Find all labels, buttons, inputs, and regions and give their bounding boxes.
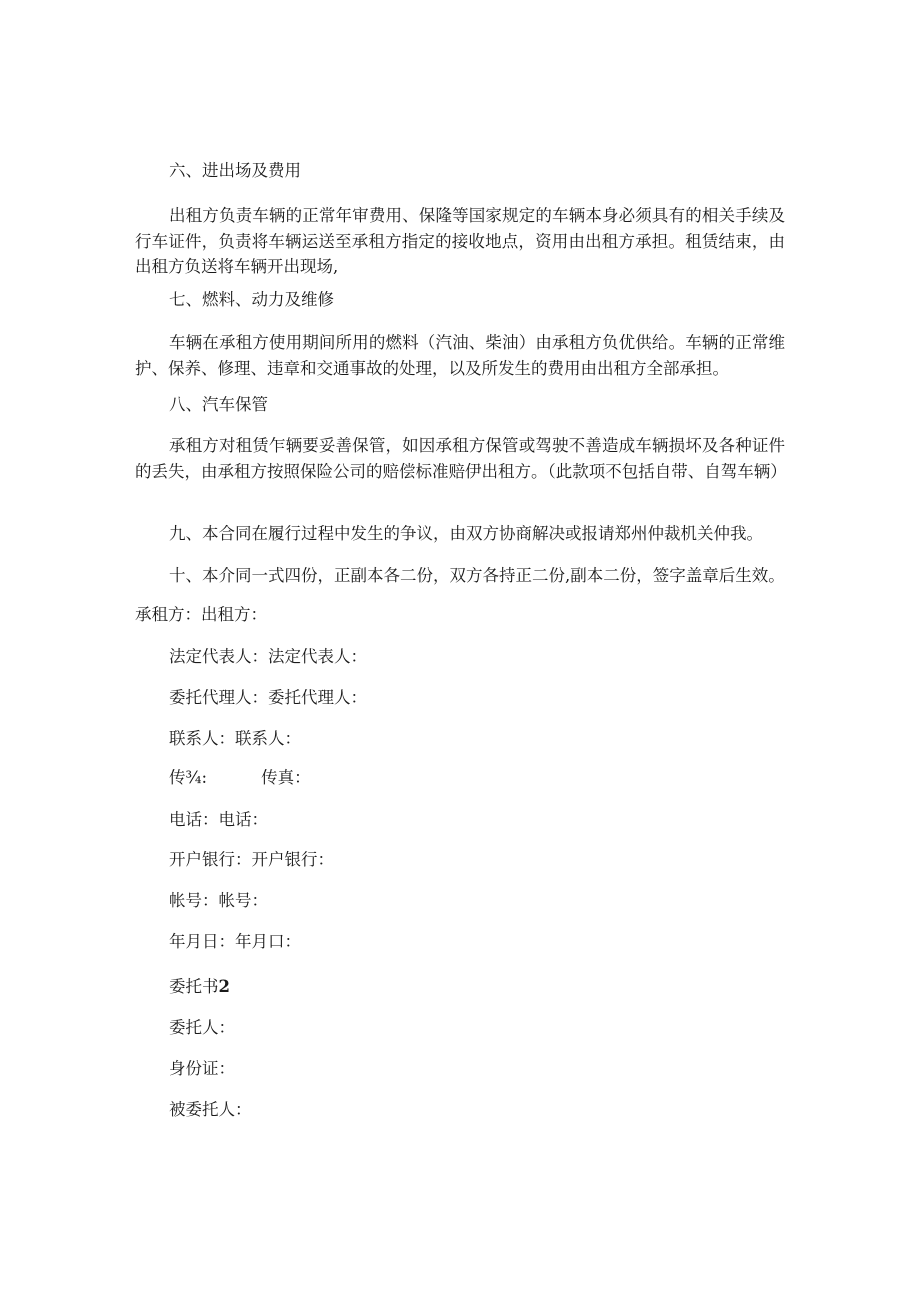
section-6-heading: 六、进出场及费用: [169, 161, 301, 180]
letter-principal: 委托人：: [169, 1018, 235, 1037]
signature-fax-left: 传¾:: [169, 768, 208, 787]
signature-date: 年月日：年月口：: [169, 932, 301, 951]
letter-title-text: 委托书: [169, 977, 219, 996]
section-7-heading: 七、燃料、动力及维修: [169, 290, 334, 309]
letter-id-card: 身份证：: [169, 1059, 235, 1078]
signature-fax: [169, 768, 311, 788]
section-10-text: 十、本介同一式四份，正副本各二份，双方各持正二份,副本二份，签字盖章后生效。: [169, 566, 785, 585]
section-9-text: 九、本合同在履行过程中发生的争议，由双方协商解决或报请郑州仲裁机关仲我。: [169, 524, 763, 543]
section-8-body: 承租方对租赁乍辆要妥善保管，如因承租方保管或驾驶不善造成车辆损坏及各种证件的丢失，由承租方按照保险公司的赔偿标准赔伊出租方。（此款项不包括自带、自驾车辆）: [135, 436, 787, 481]
section-8-heading: 八、汽车保管: [169, 395, 268, 414]
signature-bank: 开户银行：开户银行：: [169, 850, 334, 869]
letter-agent: 被委托人：: [169, 1100, 252, 1119]
section-6-body: 出租方负责车辆的正常年审费用、保隆等国家规定的车辆本身必须具有的相关手续及行车证件，负责将车辆运送至承租方指定的接收地点，资用由出租方承担。租赁结束，由出租方负送将车辆开出现场,: [135, 206, 785, 276]
signature-account: 帐号：帐号：: [169, 891, 268, 910]
section-7-body: 车辆在承租方使用期间所用的燃料（汽油、柴油）由承租方负优供给。车辆的正常维护、保养、修理、违章和交通事故的处理，以及所发生的费用由出租方全部承担。: [135, 333, 785, 378]
signature-agent: 委托代理人：委托代理人：: [169, 688, 367, 707]
signature-legal-rep: 法定代表人：法定代表人：: [169, 647, 367, 666]
signature-parties: 承租方：出租方：: [135, 605, 267, 624]
letter-number: 2: [218, 977, 230, 996]
signature-fax-right: 传真：: [261, 768, 311, 787]
letter-title: [169, 977, 230, 997]
signature-contact: 联系人：联系人：: [169, 729, 301, 748]
signature-phone: 电话：电话：: [169, 810, 268, 829]
